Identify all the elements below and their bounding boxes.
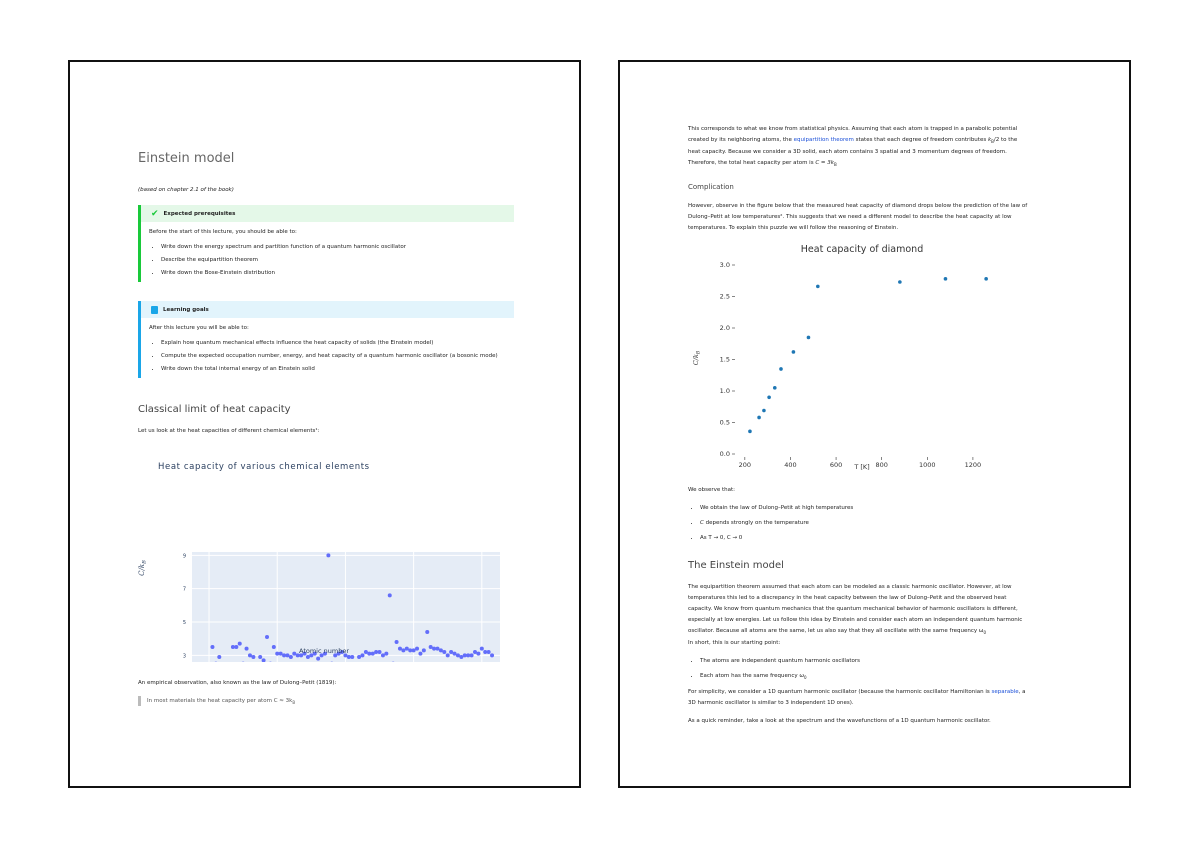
data-point (463, 653, 467, 657)
data-point (384, 652, 388, 656)
data-point (442, 650, 446, 654)
separable-link[interactable]: separable (991, 689, 1019, 695)
data-point (381, 653, 385, 657)
text-run: 3D harmonic oscillator is similar to 3 independent 1D ones). (688, 700, 854, 706)
y-tick-label: 0.0 (719, 450, 730, 458)
data-point (405, 647, 409, 651)
paragraph-reminder: As a quick reminder, take a look at the spectrum and the wavefunctions of a 1D quantum harmonic oscillator. (688, 718, 991, 724)
data-point (245, 647, 249, 651)
data-point (238, 642, 242, 646)
list-item (700, 518, 853, 529)
data-point (767, 396, 771, 400)
text-run: In short, this is our starting point: (688, 640, 781, 647)
data-point (439, 648, 443, 652)
dulong-petit-quote (138, 696, 295, 706)
list-item: • Write down the Bose-Einstein distribution (161, 269, 514, 277)
data-point (435, 647, 439, 651)
section-heading-classical: Classical limit of heat capacity (138, 404, 291, 415)
math-sub: B (991, 139, 994, 145)
data-point (779, 367, 783, 371)
data-point (350, 655, 354, 659)
list-item: • We obtain the law of Dulong–Petit at high temperatures (700, 503, 853, 514)
text-run: For simplicity, we consider a 1D quantum harmonic oscillator (because the harmonic oscillator Hamiltonian is (688, 689, 992, 695)
goals-header (141, 301, 514, 318)
data-point (378, 650, 382, 654)
math-var: C (700, 520, 704, 526)
data-point (422, 648, 426, 652)
elements-heat-capacity-chart (130, 452, 500, 662)
data-point (326, 553, 330, 557)
data-point (490, 653, 494, 657)
data-point (412, 648, 416, 652)
data-point (388, 593, 392, 597)
data-point (762, 409, 766, 413)
data-point (807, 336, 811, 340)
data-point (210, 645, 214, 649)
data-point (487, 650, 491, 654)
x-axis-label: Atomic number (298, 647, 350, 655)
text-run: oscillator. Because all atoms are the same, let us also say that they all oscillate with the same frequency ω (688, 628, 984, 634)
data-point (792, 350, 796, 354)
data-point (401, 648, 405, 652)
x-tick-label: 200 (738, 461, 752, 469)
data-point (231, 645, 235, 649)
paragraph-statistical (688, 124, 1068, 170)
x-tick-label: 400 (784, 461, 797, 469)
list-item: • Write down the energy spectrum and partition function of a quantum harmonic oscillator (161, 243, 514, 251)
y-tick-label: 2.0 (719, 324, 730, 332)
data-point (446, 653, 450, 657)
data-point (289, 655, 293, 659)
data-point (432, 647, 436, 651)
list-item: • Write down the total internal energy of an Einstein solid (161, 365, 514, 373)
data-point (279, 652, 283, 656)
data-point (275, 652, 279, 656)
y-tick-label: 1.0 (719, 387, 730, 395)
prereq-intro: Before the start of this lecture, you should be able to: (149, 229, 297, 235)
paragraph-einstein (688, 582, 1068, 649)
list-item: • Describe the equipartition theorem (161, 256, 514, 264)
data-point (398, 647, 402, 651)
page-title: Einstein model (138, 151, 235, 166)
paragraph-simplicity (688, 687, 1068, 709)
data-point (473, 650, 477, 654)
math-sub: 0 (804, 675, 807, 681)
data-point (415, 647, 419, 651)
diamond-heat-capacity-chart (680, 238, 1000, 476)
data-point (816, 285, 820, 289)
prereq-heading: Expected prerequisites (163, 210, 236, 217)
data-point (429, 645, 433, 649)
data-point (456, 653, 460, 657)
data-point (367, 652, 371, 656)
goals-heading: Learning goals (163, 306, 209, 313)
text-run: Each atom has the same frequency ω (700, 673, 805, 679)
math-var: C = 3k (815, 160, 834, 167)
check-icon: ✔ (151, 208, 159, 219)
y-tick-label: 0.5 (719, 418, 730, 427)
data-point (466, 653, 470, 657)
chart-title: Heat capacity of various chemical elements (158, 462, 370, 472)
right-page (618, 60, 1131, 788)
list-item (700, 671, 860, 683)
data-point (374, 650, 378, 654)
text-run: temperatures this led to a discrepancy in the heat capacity between the law of Dulong–Petit and the observed heat (688, 595, 1007, 601)
plot-background (192, 552, 500, 662)
text-run: created by its neighboring atoms, the (688, 137, 794, 143)
data-point (316, 657, 320, 661)
text-run: However, observe in the figure below that the measured heat capacity of diamond drops below the prediction of the law of (688, 203, 1028, 209)
data-point (258, 655, 262, 659)
data-point (483, 650, 487, 654)
section-intro: Let us look at the heat capacities of different chemical elements¹: (138, 428, 320, 434)
clipboard-icon (151, 306, 158, 314)
data-point (371, 652, 375, 656)
data-point (272, 645, 276, 649)
einstein-model-heading: The Einstein model (688, 560, 784, 571)
starting-point-list (688, 656, 860, 687)
math-sub: 0 (983, 630, 987, 636)
data-point (364, 650, 368, 654)
quote-text: In most materials the heat capacity per atom C ≈ 3k (147, 698, 293, 704)
data-point (408, 648, 412, 652)
y-axis-label: $C/k_B$ (138, 560, 148, 576)
list-item: • Explain how quantum mechanical effects influence the heat capacity of solids (the Einstein model) (161, 339, 514, 347)
data-point (449, 650, 453, 654)
data-point (360, 653, 364, 657)
x-tick-label: 800 (875, 461, 888, 469)
paragraph-complication (688, 201, 1068, 234)
equipartition-link[interactable]: equipartition theorem (793, 137, 854, 143)
data-point (453, 652, 457, 656)
observe-list (688, 503, 853, 548)
subtitle: (based on chapter 2.1 of the book) (138, 187, 234, 193)
text-run: Dulong–Petit at low temperatures². This suggests that we need a different model to describe the heat capacity at low (688, 214, 1012, 220)
data-point (292, 652, 296, 656)
text-run: depends strongly on the temperature (703, 520, 809, 526)
prereq-admonition (138, 205, 514, 282)
data-point (265, 635, 269, 639)
left-page (68, 60, 581, 788)
x-tick-label: 1200 (964, 461, 982, 469)
data-point (234, 645, 238, 649)
text-run: heat capacity. Because we consider a 3D solid, each atom contains 3 spatial and 3 momentum degrees of freedom. (688, 149, 1007, 156)
list-item: • The atoms are independent quantum harmonic oscillators (700, 656, 860, 667)
prereq-header (141, 205, 514, 222)
quote-sub: B (292, 700, 296, 706)
prereq-body (141, 222, 514, 277)
y-tick-label: 1.5 (719, 355, 730, 364)
y-tick-label: 3 (182, 653, 186, 660)
data-point (898, 280, 902, 284)
math-var: k (987, 137, 992, 143)
data-point (306, 655, 310, 659)
data-point (773, 386, 777, 390)
goals-intro: After this lecture you will be able to: (149, 325, 249, 331)
text-run: The equipartition theorem assumed that each atom can be modeled as a classic harmonic oscillator. However, at low (688, 584, 1012, 590)
x-axis-label: T [K] (854, 463, 870, 471)
goals-body (141, 318, 514, 373)
text-run: , a (1018, 689, 1026, 695)
goals-admonition (138, 301, 514, 378)
math-sub: B (833, 162, 837, 168)
data-point (476, 652, 480, 656)
data-point (347, 655, 351, 659)
data-point (757, 416, 761, 420)
text-run: especially at low energies. Let us follow this idea by Einstein and consider each atom an independent quantum harmonic (688, 617, 1023, 623)
y-tick-label: 5 (182, 620, 186, 626)
y-axis-label: $C/k_B$ (692, 350, 702, 366)
text-run: temperatures. To explain this puzzle we will follow the reasoning of Einstein. (688, 225, 899, 231)
data-point (425, 630, 429, 634)
data-point (470, 653, 474, 657)
y-tick-label: 7 (182, 586, 186, 593)
chart-title: Heat capacity of diamond (800, 244, 924, 255)
text-run: Therefore, the total heat capacity per atom is (688, 160, 816, 167)
data-point (357, 655, 361, 659)
data-point (251, 655, 255, 659)
data-point (248, 653, 252, 657)
data-point (282, 653, 286, 657)
data-point (395, 640, 399, 644)
y-tick-label: 2.5 (719, 292, 730, 301)
data-point (285, 653, 289, 657)
text-run: This corresponds to what we know from statistical physics. Assuming that each atom is trapped in a parabolic potential (688, 126, 1018, 132)
data-point (459, 655, 463, 659)
observe-intro: We observe that: (688, 487, 736, 493)
observation-text: An empirical observation, also known as the law of Dulong–Petit (1819): (138, 680, 337, 686)
y-tick-label: 9 (182, 553, 186, 560)
text-run: capacity. We know from quantum mechanics that the quantum mechanical behavior of harmonic oscillators is different, (688, 606, 1018, 612)
y-tick-label: 3.0 (719, 261, 730, 269)
data-point (944, 277, 948, 281)
complication-heading: Complication (688, 183, 734, 191)
data-point (480, 647, 484, 651)
list-item: • As T → 0, C → 0 (700, 533, 853, 544)
text-run: /2 to the (993, 137, 1018, 143)
data-point (984, 277, 988, 281)
data-point (217, 655, 221, 659)
x-tick-label: 1000 (919, 461, 936, 469)
x-tick-label: 600 (829, 461, 843, 469)
list-item: • Compute the expected occupation number, energy, and heat capacity of a quantum harmonic oscillator (a bosonic mode) (161, 352, 514, 360)
text-run: states that each degree of freedom contributes (853, 137, 988, 143)
data-point (418, 652, 422, 656)
data-point (748, 430, 752, 434)
